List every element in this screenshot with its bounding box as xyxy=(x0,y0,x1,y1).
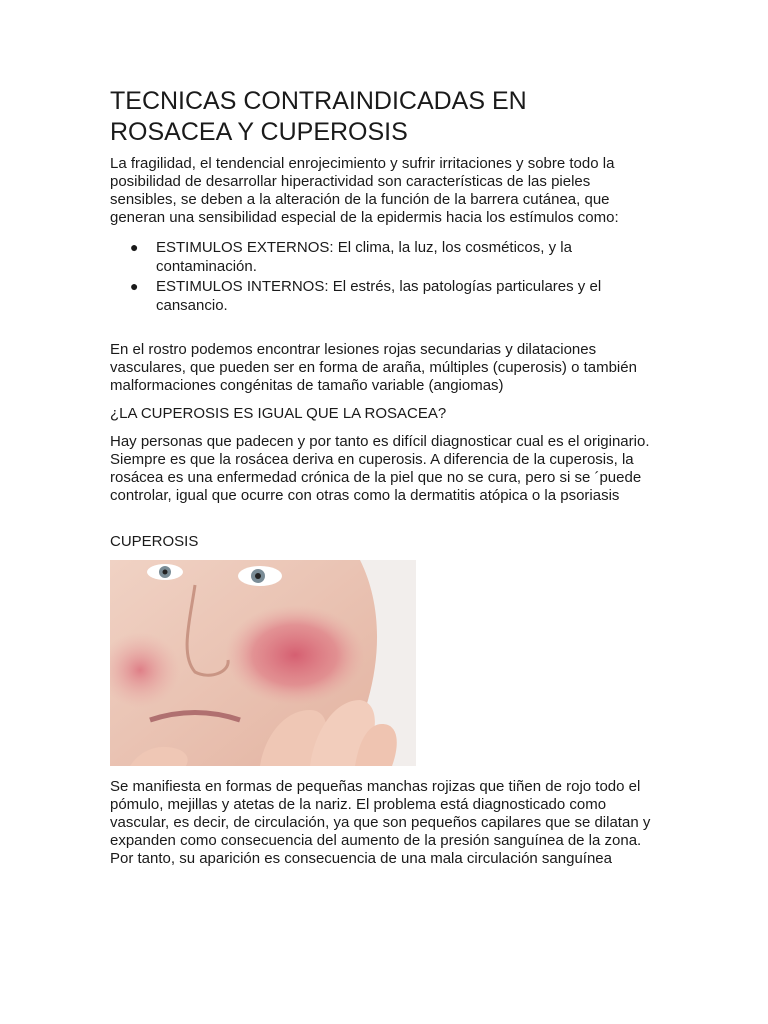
list-item xyxy=(110,238,658,276)
bullet-icon: ● xyxy=(130,278,139,294)
page-title: TECNICAS CONTRAINDICADAS EN ROSACEA Y CUPEROSIS xyxy=(110,87,527,146)
personas-paragraph: Hay personas que padecen y por tanto es difícil diagnosticar cual es el originario. Siempre es que la rosácea deriva en cuperosis. A diferencia de la cuperosis, la rosácea es una enfermedad crónica de la piel que no se cura, pero si se ´puede controlar, igual que ocurre con otras como la dermatitis atópica o la psoriasis xyxy=(110,433,650,504)
list-item-text: ESTIMULOS INTERNOS: El estrés, las patologías particulares y el cansancio. xyxy=(156,278,602,314)
section-label: CUPEROSIS xyxy=(110,533,199,550)
list-item xyxy=(110,277,658,315)
manifiesta-paragraph: Se manifiesta en formas de pequeñas manchas rojizas que tiñen de rojo todo el pómulo, mejillas y atetas de la nariz. El problema está diagnosticado como vascular, es decir, de circulación, ya que son pequeños capilares que se dilatan y expanden como consecuencia del aumento de la presión sanguínea de la zona. Por tanto, su aparición es consecuencia de una mala circulación sanguínea xyxy=(110,778,651,867)
stimulus-list xyxy=(110,238,658,316)
bullet-icon: ● xyxy=(130,239,139,255)
rostro-paragraph: En el rostro podemos encontrar lesiones rojas secundarias y dilataciones vasculares, que pueden ser en forma de araña, múltiples (cuperosis) o también malformaciones congénitas de tamaño variable (angiomas) xyxy=(110,341,637,394)
question-heading: ¿LA CUPEROSIS ES IGUAL QUE LA ROSACEA? xyxy=(110,405,447,422)
cuperosis-face-photo xyxy=(110,560,416,766)
intro-paragraph: La fragilidad, el tendencial enrojecimiento y sufrir irritaciones y sobre todo la posibilidad de desarrollar hiperactividad son características de las pieles sensibles, se deben a la alteración de la función de la barrera cutánea, que generan una sensibilidad especial de la epidermis hacia los estímulos como: xyxy=(110,155,619,226)
list-item-text: ESTIMULOS EXTERNOS: El clima, la luz, los cosméticos, y la contaminación. xyxy=(156,239,572,275)
